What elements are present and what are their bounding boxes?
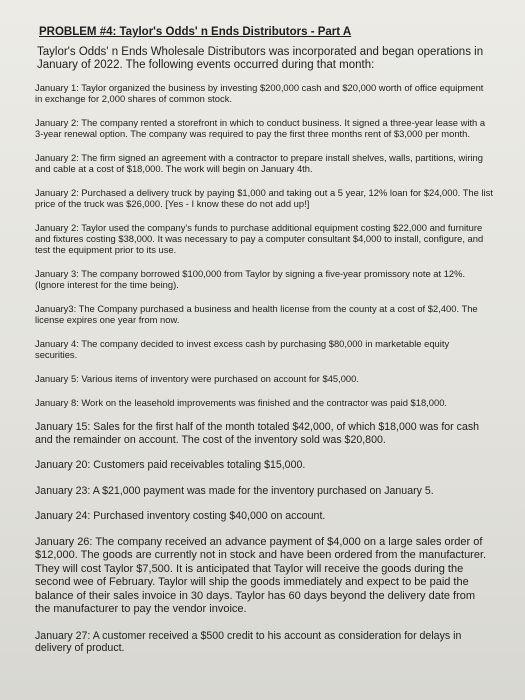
- problem-title: PROBLEM #4: Taylor's Odds' n Ends Distributors - Part A: [39, 26, 352, 38]
- event-entry: January 3: The company borrowed $100,000 from Taylor by signing a five-year promissory note at 12%. (Ignore interest for the time being).: [35, 268, 466, 290]
- event-entry: January 2: The company rented a storefront in which to conduct business. It signed a three-year lease with a 3-year renewal option. The company was required to pay the first three months rent of $3,000 per month.: [35, 117, 486, 139]
- event-entry: January 1: Taylor organized the business by investing $200,000 cash and $20,000 worth of office equipment in exchange for 2,000 shares of common stock.: [35, 82, 484, 104]
- problem-intro: Taylor's Odds' n Ends Wholesale Distributors was incorporated and began operations in January of 2022. The following events occurred during that month:: [37, 46, 484, 71]
- event-entry: January 23: A $21,000 payment was made for the inventory purchased on January 5.: [35, 484, 434, 497]
- event-entry: January 24: Purchased inventory costing $40,000 on account.: [35, 510, 326, 522]
- event-entry: January 8: Work on the leasehold improvements was finished and the contractor was paid $18,000.: [35, 397, 448, 408]
- document-content: [33, 26, 493, 668]
- event-entry: January 4: The company decided to invest excess cash by purchasing $80,000 in marketable equity securities.: [35, 338, 450, 360]
- event-entry: January 15: Sales for the first half of the month totaled $42,000, of which $18,000 was for cash and the remainder on account. The cost of the inventory sold was $20,800.: [35, 421, 480, 446]
- event-entry: January3: The Company purchased a business and health license from the county at a cost of $2,400. The license expires one year from now.: [35, 303, 478, 325]
- event-entry: January 2: Taylor used the company's funds to purchase additional equipment costing $22,000 and furniture and fixtures costing $38,000. It was necessary to pay a computer consultant $4,000 to install, configure, and test the equipment prior to its use.: [35, 222, 484, 255]
- event-entry: January 20: Customers paid receivables totaling $15,000.: [35, 459, 306, 471]
- event-entry: January 5: Various items of inventory were purchased on account for $45,000.: [35, 373, 359, 384]
- event-entry: January 27: A customer received a $500 credit to his account as consideration for delays in delivery of product.: [35, 629, 462, 654]
- event-entry: January 2: The firm signed an agreement with a contractor to prepare install shelves, walls, partitions, wiring and cable at a cost of $18,000. The work will begin on January 4th.: [35, 152, 483, 174]
- event-entry: January 2: Purchased a delivery truck by paying $1,000 and taking out a 5 year, 12% loan for $24,000. The list price of the truck was $26,000. [Yes - I know these do not add up!]: [35, 187, 493, 209]
- event-entry: January 26: The company received an advance payment of $4,000 on a large sales order of $12,000. The goods are currently not in stock and have been ordered from the manufacturer. They will cost Taylor $7,500. It is anticipated that Taylor will receive the goods during the second wee of February. Taylor will ship the goods immediately and expect to be paid the balance of their sales invoice in 30 days. Taylor has 60 days beyond the delivery date from the manufacturer to pay the vendor invoice.: [35, 535, 487, 615]
